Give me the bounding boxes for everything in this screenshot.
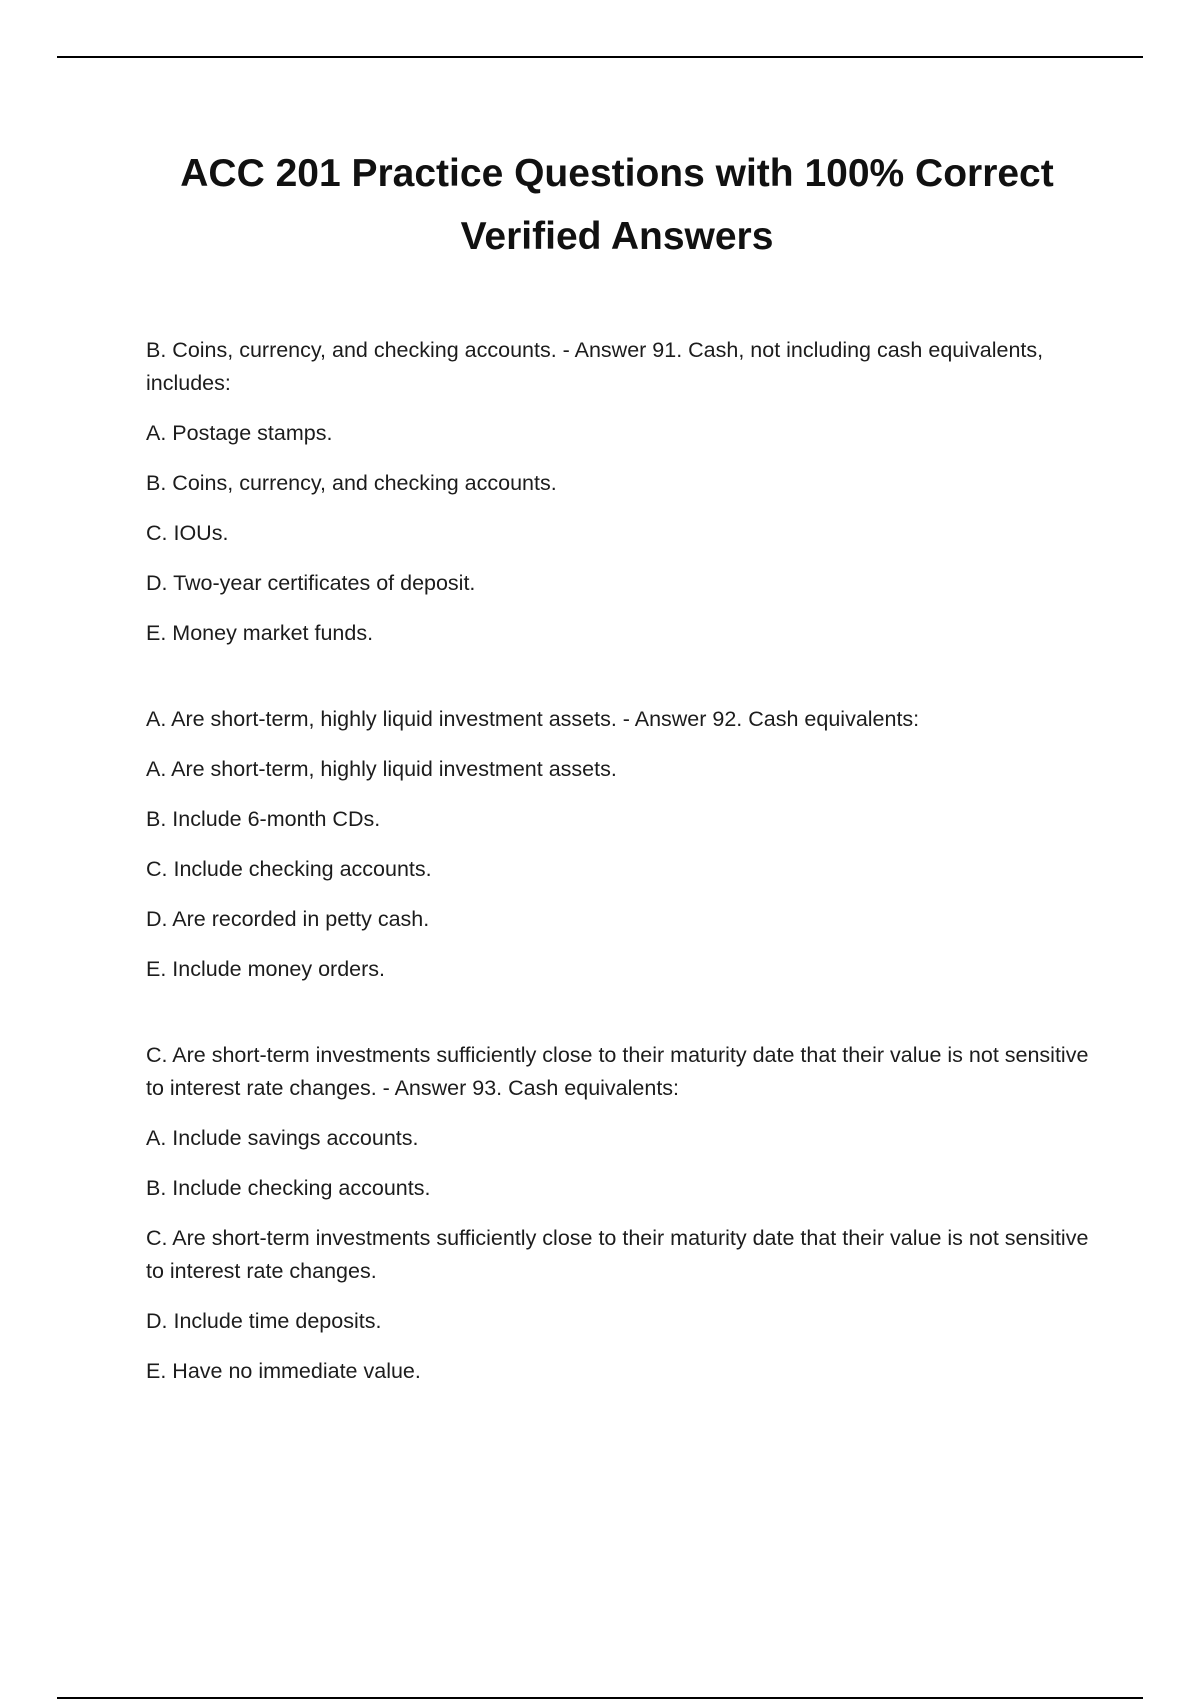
answer-option: E. Include money orders. bbox=[146, 957, 386, 981]
question-list bbox=[146, 334, 1090, 1441]
question-header: B. Coins, currency, and checking accounts. - Answer 91. Cash, not including cash equivalents, includes: bbox=[146, 338, 1044, 395]
bottom-rule bbox=[57, 1697, 1143, 1699]
answer-option: A. Are short-term, highly liquid investment assets. bbox=[146, 757, 617, 781]
title-line-1: ACC 201 Practice Questions with 100% Correct bbox=[180, 152, 1054, 195]
answer-option: D. Are recorded in petty cash. bbox=[146, 907, 430, 931]
answer-option: B. Include checking accounts. bbox=[146, 1176, 431, 1200]
page-title bbox=[0, 142, 1200, 268]
question-block-91 bbox=[146, 334, 1090, 650]
answer-option: E. Have no immediate value. bbox=[146, 1359, 421, 1383]
answer-option: A. Include savings accounts. bbox=[146, 1126, 419, 1150]
answer-option: B. Coins, currency, and checking accounts. bbox=[146, 471, 557, 495]
answer-option: D. Two-year certificates of deposit. bbox=[146, 571, 476, 595]
title-line-2: Verified Answers bbox=[460, 215, 774, 258]
answer-option: C. IOUs. bbox=[146, 521, 229, 545]
question-header: C. Are short-term investments sufficiently close to their maturity date that their value is not sensitive to interest rate changes. - Answer 93. Cash equivalents: bbox=[146, 1043, 1089, 1100]
answer-option: A. Postage stamps. bbox=[146, 421, 333, 445]
answer-option: E. Money market funds. bbox=[146, 621, 374, 645]
answer-option: B. Include 6-month CDs. bbox=[146, 807, 381, 831]
top-rule bbox=[57, 56, 1143, 58]
question-block-92 bbox=[146, 703, 1090, 986]
answer-option: D. Include time deposits. bbox=[146, 1309, 382, 1333]
question-block-93 bbox=[146, 1039, 1090, 1388]
question-header: A. Are short-term, highly liquid investment assets. - Answer 92. Cash equivalents: bbox=[146, 707, 920, 731]
answer-option: C. Include checking accounts. bbox=[146, 857, 432, 881]
answer-option: C. Are short-term investments sufficiently close to their maturity date that their value is not sensitive to interest rate changes. bbox=[146, 1226, 1089, 1283]
